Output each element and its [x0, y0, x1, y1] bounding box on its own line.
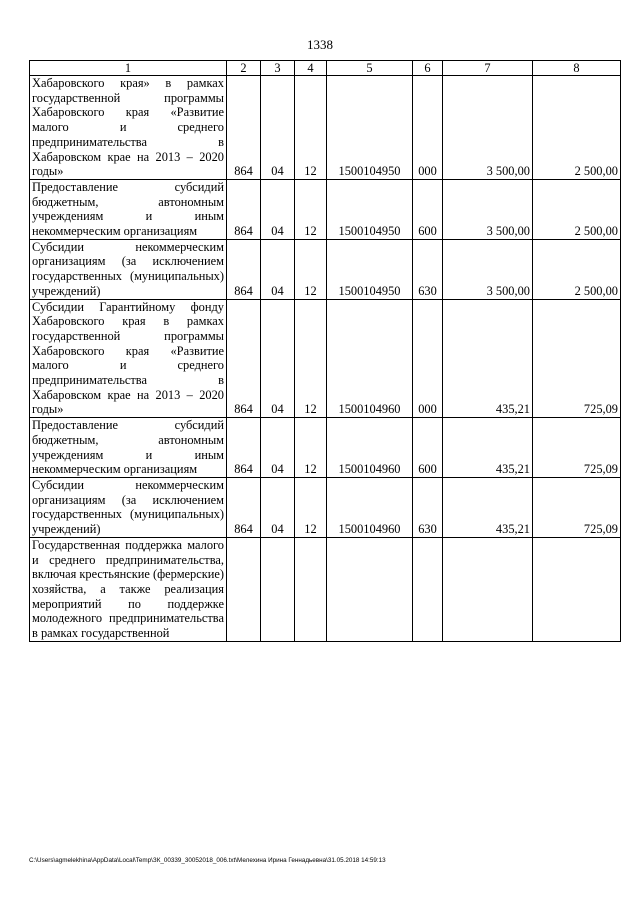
cell-sum-2: 725,09	[533, 418, 621, 478]
cell-sum-1: 3 500,00	[443, 179, 533, 239]
cell-csr: 1500104960	[327, 418, 413, 478]
cell-sum-2: 2 500,00	[533, 239, 621, 299]
column-header: 1	[30, 61, 227, 76]
cell-csr: 1500104960	[327, 299, 413, 418]
cell-rz: 04	[261, 299, 295, 418]
column-header: 3	[261, 61, 295, 76]
table-row	[30, 477, 621, 537]
table-row	[30, 239, 621, 299]
cell-grbs: 864	[227, 299, 261, 418]
cell-sum-1: 3 500,00	[443, 76, 533, 180]
cell-pr: 12	[295, 299, 327, 418]
cell-vr	[413, 537, 443, 641]
cell-vr: 630	[413, 239, 443, 299]
row-name: Субсидии некоммерческим организациям (за исключением государственных (муниципальных) учреждений)	[30, 477, 227, 537]
cell-vr: 600	[413, 418, 443, 478]
cell-rz: 04	[261, 477, 295, 537]
column-header: 8	[533, 61, 621, 76]
page-number: 1338	[307, 37, 333, 52]
cell-grbs: 864	[227, 179, 261, 239]
cell-csr	[327, 537, 413, 641]
cell-grbs: 864	[227, 418, 261, 478]
table-row	[30, 299, 621, 418]
cell-vr: 000	[413, 299, 443, 418]
cell-sum-1: 435,21	[443, 418, 533, 478]
cell-pr: 12	[295, 239, 327, 299]
cell-sum-2: 2 500,00	[533, 76, 621, 180]
row-name: Государственная поддержка малого и среднего предпринимательства, включая крестьянские (фермерские) хозяйства, а также реализация мероприятий по поддержке молодежного предпринимательства в рамках государственной	[30, 537, 227, 641]
cell-rz: 04	[261, 76, 295, 180]
cell-csr: 1500104950	[327, 239, 413, 299]
cell-rz: 04	[261, 179, 295, 239]
cell-sum-2: 725,09	[533, 477, 621, 537]
row-name: Предоставление субсидий бюджетным, автономным учреждениям и иным некоммерческим организациям	[30, 179, 227, 239]
cell-vr: 000	[413, 76, 443, 180]
cell-pr: 12	[295, 418, 327, 478]
column-number-row	[30, 61, 621, 76]
cell-grbs	[227, 537, 261, 641]
cell-grbs: 864	[227, 76, 261, 180]
cell-pr: 12	[295, 477, 327, 537]
cell-pr: 12	[295, 76, 327, 180]
cell-pr	[295, 537, 327, 641]
cell-sum-2	[533, 537, 621, 641]
row-name: Хабаровского края» в рамках государственной программы Хабаровского края «Развитие малого и среднего предпринимательства в Хабаровском крае на 2013 – 2020 годы»	[30, 76, 227, 180]
table-row	[30, 76, 621, 180]
table-row	[30, 179, 621, 239]
cell-sum-1: 3 500,00	[443, 239, 533, 299]
cell-rz: 04	[261, 418, 295, 478]
cell-sum-1: 435,21	[443, 299, 533, 418]
table-row	[30, 418, 621, 478]
cell-sum-2: 2 500,00	[533, 179, 621, 239]
cell-vr: 630	[413, 477, 443, 537]
cell-pr: 12	[295, 179, 327, 239]
cell-rz: 04	[261, 239, 295, 299]
cell-grbs: 864	[227, 239, 261, 299]
row-name: Субсидии Гарантийному фонду Хабаровского края в рамках государственной программы Хабаровского края «Развитие малого и среднего предпринимательства в Хабаровском крае на 2013 – 2020 годы»	[30, 299, 227, 418]
table-row	[30, 537, 621, 641]
cell-csr: 1500104950	[327, 179, 413, 239]
row-name: Предоставление субсидий бюджетным, автономным учреждениям и иным некоммерческим организациям	[30, 418, 227, 478]
cell-sum-1	[443, 537, 533, 641]
cell-sum-1: 435,21	[443, 477, 533, 537]
cell-sum-2: 725,09	[533, 299, 621, 418]
cell-rz	[261, 537, 295, 641]
cell-csr: 1500104950	[327, 76, 413, 180]
column-header: 4	[295, 61, 327, 76]
cell-vr: 600	[413, 179, 443, 239]
row-name: Субсидии некоммерческим организациям (за исключением государственных (муниципальных) учреждений)	[30, 239, 227, 299]
column-header: 5	[327, 61, 413, 76]
budget-table	[29, 60, 621, 642]
file-path-footer: C:\Users\agmelekhina\AppData\Local\Temp\ЗК_00339_30052018_006.txt\Мелехина Ирина Геннадьевна\31.05.2018 14:59:13	[29, 857, 386, 864]
column-header: 6	[413, 61, 443, 76]
column-header: 2	[227, 61, 261, 76]
cell-csr: 1500104960	[327, 477, 413, 537]
cell-grbs: 864	[227, 477, 261, 537]
column-header: 7	[443, 61, 533, 76]
